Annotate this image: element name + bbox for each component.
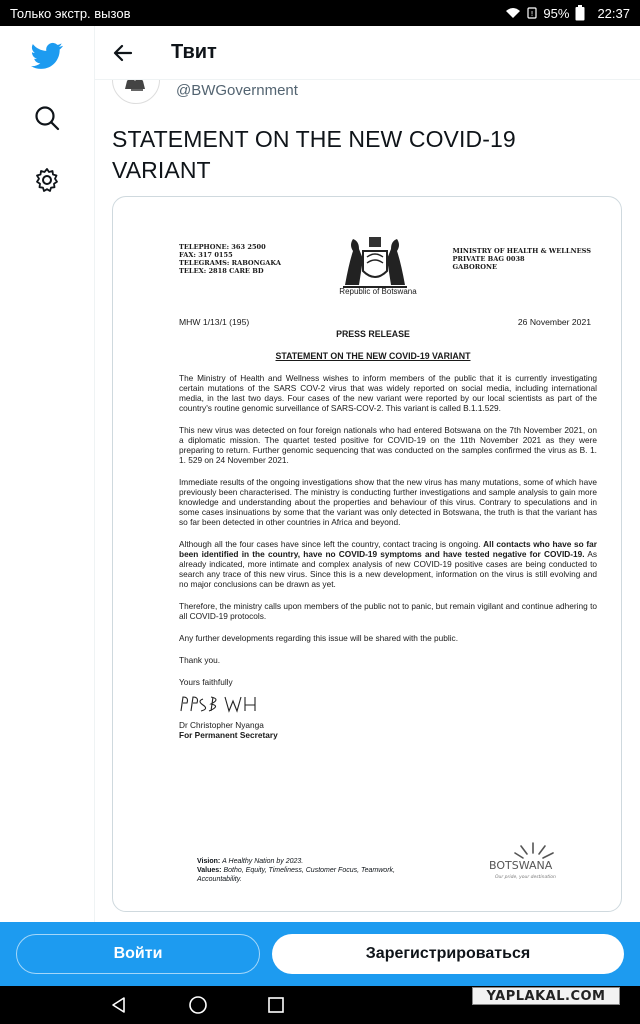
- signer-name: Dr Christopher Nyanga: [179, 720, 264, 730]
- values-label: Values:: [197, 867, 222, 874]
- thank-you: Thank you.: [179, 655, 221, 665]
- vision-text: A Healthy Nation by 2023.: [222, 858, 304, 865]
- ministry-line: MINISTRY OF HEALTH & WELLNESS: [452, 247, 591, 255]
- ministry-block: [453, 247, 591, 271]
- paragraph-4: [179, 539, 597, 589]
- login-button[interactable]: Войти: [16, 934, 260, 974]
- signup-button[interactable]: Зарегистрироваться: [272, 934, 624, 974]
- paragraph-1: The Ministry of Health and Wellness wishes to inform members of the public that it is currently investigating certain mutations of the SARS COV-2 virus that was widely reported on social media, including international media, in the last two days. Four cases of the new variant were reported by our local scientists as part of the country's routine genomic surveillance of SARS-COV-2. This variant is called B.1.1.529.: [179, 373, 597, 413]
- paragraph-3: Immediate results of the ongoing investigations show that the new virus has many mutations, some of which have previously been characterised. The ministry is conducting further investigations and sample analysis to gain more knowledge and understanding about the properties and behaviour of this virus. Contrary to speculations and in some cases insinuations by some that the variant was only detected in Botswana, the truth is that the variant has so far been detected in other countries in Africa and beyond.: [179, 477, 597, 527]
- vision-label: Vision:: [197, 858, 221, 865]
- top-header: [95, 26, 640, 80]
- botswana-logo-icon: [485, 839, 565, 883]
- bottom-auth-bar: [0, 922, 640, 986]
- yours-faithfully: Yours faithfully: [179, 677, 233, 687]
- republic-label: Republic of Botswana: [339, 287, 417, 296]
- svg-text:!: !: [531, 10, 534, 18]
- nav-back-icon[interactable]: [107, 993, 131, 1017]
- paragraph-4-bold: All contacts who have so far been identified in the country, have no COVID-19 symptoms and have tested negative for COVID-19.: [179, 539, 597, 559]
- coat-of-arms-icon: [337, 233, 413, 289]
- signer-title: For Permanent Secretary: [179, 730, 278, 740]
- clock: 22:37: [597, 5, 630, 21]
- paragraph-6: Any further developments regarding this issue will be shared with the public.: [179, 633, 459, 643]
- status-icons: [505, 5, 630, 21]
- press-release-heading: PRESS RELEASE: [336, 329, 410, 339]
- values-text: Botho, Equity, Timeliness, Customer Focus, Teamwork, Accountability.: [197, 867, 395, 883]
- rail-divider: [94, 26, 95, 922]
- back-arrow-icon[interactable]: [103, 33, 143, 73]
- status-bar: [0, 0, 640, 26]
- city-line: GABORONE: [452, 263, 498, 271]
- nav-recents-icon[interactable]: [264, 993, 288, 1017]
- statement-title: STATEMENT ON THE NEW COVID-19 VARIANT: [275, 351, 471, 361]
- telegrams-line: TELEGRAMS: RABONGAKA: [179, 259, 282, 267]
- logo-text: BOTSWANA: [489, 859, 553, 872]
- logo-tagline: Our pride, your destination: [495, 875, 556, 880]
- nfc-icon: [527, 7, 537, 19]
- tweet-image[interactable]: [112, 196, 622, 912]
- watermark: YAPLAKAL.COM: [472, 987, 620, 1005]
- contact-block: [179, 243, 281, 275]
- paragraph-4-start: Although all the four cases have since left the country, contact tracing is ongoing.: [179, 539, 484, 549]
- press-release-document: [173, 233, 597, 740]
- battery-percent: 95%: [543, 5, 570, 21]
- search-icon[interactable]: [27, 98, 67, 138]
- tweet-text: STATEMENT ON THE NEW COVID-19 VARIANT: [112, 126, 516, 183]
- carrier-text: Только экстр. вызов: [10, 5, 131, 21]
- left-rail: [0, 26, 94, 922]
- account-handle[interactable]: @BWGovernment: [176, 82, 298, 99]
- fax-line: FAX: 317 0155: [179, 251, 233, 259]
- paragraph-2: This new virus was detected on four foreign nationals who had entered Botswana on the 7th November 2021, on a diplomatic mission. The quartet tested positive for COVID-19 on the 11th November 2021 as they were preparing to return. Further genomic sequencing that was conducted on the samples confirmed the virus as B. 1. 1. 529 on 24 November 2021.: [179, 425, 597, 465]
- settings-gear-icon[interactable]: [27, 160, 67, 200]
- wifi-icon: [505, 7, 521, 19]
- paragraph-4-end: As already indicated, more intimate and complex analysis of new COVID-19 positive cases are being conducted to search any trace of this new virus. Since this is a new development, information on the virus is still evolving and no major conclusions can be drawn as yet.: [179, 549, 597, 589]
- document-date: 26 November 2021: [517, 317, 591, 327]
- twitter-logo-icon[interactable]: [27, 36, 67, 76]
- reference-number: MHW 1/13/1 (195): [179, 317, 250, 327]
- private-bag-line: PRIVATE BAG 0038: [452, 255, 525, 263]
- page-title: Твит: [171, 41, 217, 63]
- telephone-line: TELEPHONE: 363 2500: [179, 243, 266, 251]
- signature: [179, 693, 269, 715]
- telex-line: TELEX: 2818 CARE BD: [179, 267, 264, 275]
- paragraph-5: Therefore, the ministry calls upon members of the public not to panic, but remain vigilant and continue adhering to all COVID-19 protocols.: [179, 601, 597, 621]
- nav-home-icon[interactable]: [186, 993, 210, 1017]
- vision-values-footer: [197, 857, 427, 884]
- battery-icon: [575, 5, 585, 21]
